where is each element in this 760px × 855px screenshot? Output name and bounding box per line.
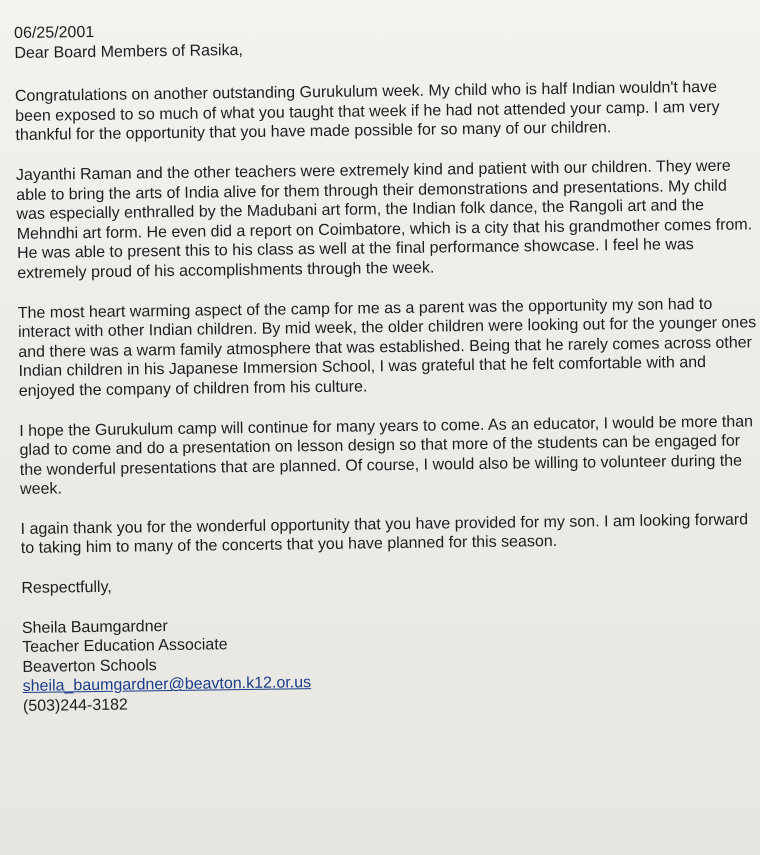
signature-name: Sheila Baumgardner <box>21 617 168 637</box>
letter-closing: Respectfully, <box>21 578 112 598</box>
paragraph-2: Jayanthi Raman and the other teachers were extremely kind and patient with our children. They were able to bring the arts of India alive for them through their demonstrations and presentations. My child was especially enthralled by the Madubani art form, the Indian folk dance, the Rangoli art and the Mehndhi art form. He even did a report on Coimbatore, which is a city that his grandmother comes from. He was able to present this to his class as well at the final performance showcase. I feel he was extremely proud of his accomplishments through the week. <box>15 157 753 282</box>
paragraph-1: Congratulations on another outstanding Gurukulum week. My child who is half Indian wouldn't have been exposed to so much of what you taught that week if he had not attended your camp. I am very thankful for the opportunity that you have made possible for so many of our children. <box>14 78 720 145</box>
signature-block <box>22 609 760 717</box>
letter-greeting: Dear Board Members of Rasika, <box>14 41 244 62</box>
paragraph-4: I hope the Gurukulum camp will continue for many years to come. As an educator, I would be more than glad to come and do a presentation on lesson design so that more of the students can be engaged for the wonderful presentations that are planned. Of course, I would also be willing to volunteer during the week. <box>19 412 754 499</box>
signature-organization: Beaverton Schools <box>22 657 157 676</box>
paragraph-5: I again thank you for the wonderful opportunity that you have provided for my son. I am looking forward to taking him to many of the concerts that you have planned for this season. <box>20 511 749 558</box>
signature-title: Teacher Education Associate <box>22 636 228 657</box>
signature-phone: (503)244-3182 <box>22 696 129 715</box>
letter-date: 06/25/2001 <box>14 23 95 42</box>
letter-body <box>14 14 760 716</box>
paragraph-3: The most heart warming aspect of the camp for me as a parent was the opportunity my son had to interact with other Indian children. By mid week, the older children were looking out for the younger ones and there was a warm family atmosphere that was established. Being that he rarely comes across other Indian children in his Japanese Immersion School, I was grateful that he felt comfortable with and enjoyed the company of children from his culture. <box>17 295 757 400</box>
signature-email-link[interactable]: sheila_baumgardner@beavton.k12.or.us <box>22 674 312 696</box>
